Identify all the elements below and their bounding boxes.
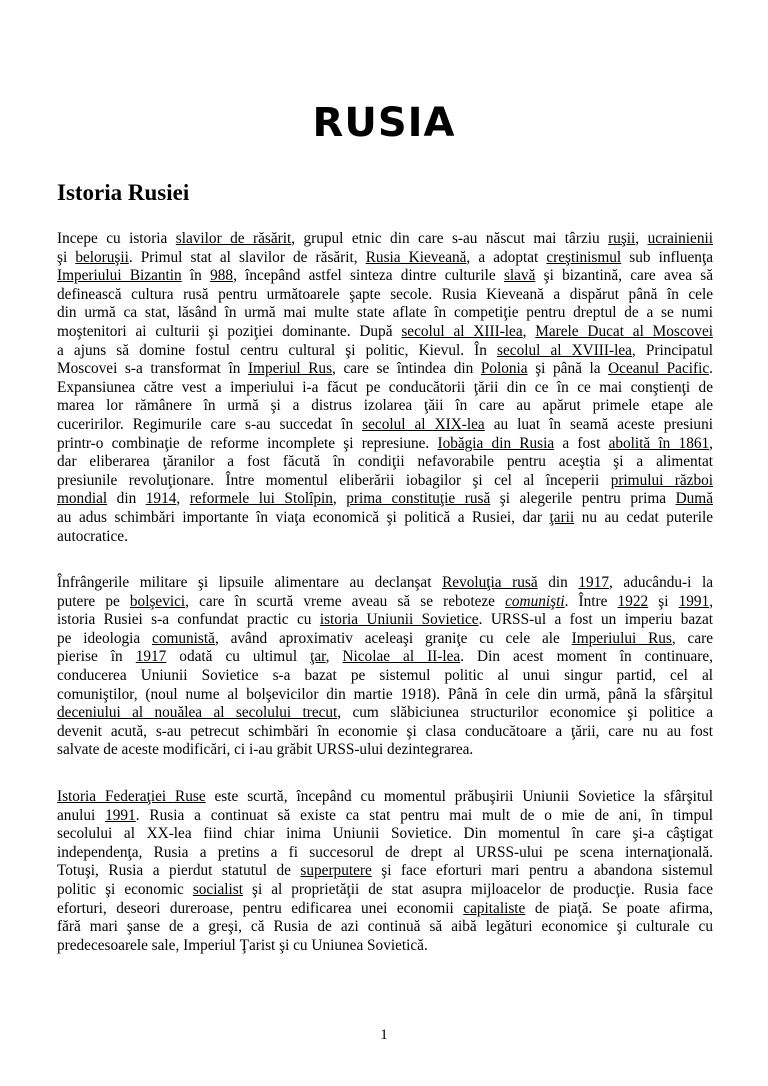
text-line: printr-o combinaţie de reforme incomplete şi represiune. Iobăgia din Rusia a fost abolită în 1861, xyxy=(57,434,713,452)
text-line: putere pe bolşevici, care în scurtă vreme aveau să se reboteze comunişti. Între 1922 şi 1991, xyxy=(57,592,714,610)
link-text[interactable]: abolită în 1861 xyxy=(608,434,710,452)
text-line: pe ideologia comunistă, având aproximativ aceleaşi graniţe cu cele ale Imperiului Rus, care xyxy=(57,629,713,647)
link-text[interactable]: Revoluţia rusă xyxy=(442,574,538,591)
text-line: secolului al XX-lea fiind chiar inima Uniunii Sovietice. Din momentul în care şi-a câştigat xyxy=(57,825,713,843)
link-text[interactable]: secolul al XIX-lea xyxy=(362,415,485,433)
text-line: comuniştilor, (noul nume al bolşevicilor din martie 1918). Până în cele din urmă, până la sfârşitul xyxy=(57,685,713,703)
link-text[interactable]: istoria Uniunii Sovietice xyxy=(319,611,479,629)
link-text[interactable]: Polonia xyxy=(480,360,528,378)
link-text[interactable]: Imperiului Bizantin xyxy=(57,267,182,285)
text-line: moştenitori ai culturii şi poziţiei dominante. După secolul al XIII-lea, Marele Ducat al Moscovei xyxy=(57,322,713,340)
link-text[interactable]: 1922 xyxy=(617,592,649,610)
link-text[interactable]: reformele lui Stolîpin xyxy=(189,490,333,508)
link-text[interactable]: prima constituţie rusă xyxy=(346,490,491,508)
text-line: a ajuns să domine fostul centru cultural şi politic, Kievul. În secolul al XVIII-lea, Principatul xyxy=(57,341,713,359)
text-line: fără mari şanse de a greşi, că Rusia de azi continuă să aibă legături economice şi culturale cu xyxy=(57,918,713,936)
link-text[interactable]: beloruşii xyxy=(75,248,129,266)
link-text[interactable]: slavilor de răsărit xyxy=(175,230,292,247)
page-title: RUSIA xyxy=(312,100,456,146)
link-text[interactable]: ruşii xyxy=(608,230,636,247)
link-text[interactable]: bolşevici xyxy=(129,592,186,610)
paragraph-1 xyxy=(57,230,713,546)
link-text[interactable]: secolul al XVIII-lea xyxy=(497,341,632,359)
text-line: pierise în 1917 odată cu ultimul ţar, Nicolae al II-lea. Din acest moment în continuare, xyxy=(57,648,713,666)
link-text[interactable]: Imperiul Rus xyxy=(247,360,333,378)
link-text[interactable]: Iobăgia din Rusia xyxy=(437,434,555,452)
link-text[interactable]: comunişti xyxy=(505,592,565,610)
text-line: independenţa, Rusia a pretins a fi succesorul de drept al URSS-ului pe scena internaţională. xyxy=(57,843,713,861)
paragraph-2 xyxy=(57,574,713,760)
link-text[interactable]: superputere xyxy=(300,862,372,880)
text-line: Moscovei s-a transformat în Imperiul Rus, care se întindea din Polonia şi până la Oceanul Pacific. xyxy=(57,360,713,378)
text-line: Istoria Federaţiei Ruse este scurtă, începând cu momentul prăbuşirii Uniunii Sovietice la sfârşitul xyxy=(57,788,713,805)
link-text[interactable]: secolul al XIII-lea xyxy=(401,322,523,340)
page-number: 1 xyxy=(380,1027,388,1043)
text-line: şi beloruşii. Primul stat al slavilor de răsărit, Rusia Kieveană, a adoptat creştinismul sub influenţa xyxy=(57,248,713,266)
text-line: Înfrângerile militare şi lipsuile alimentare au declanşat Revoluţia rusă din 1917, aducându-i la xyxy=(57,574,713,591)
text-line: istoria Rusiei s-a confundat practic cu istoria Uniunii Sovietice. URSS-ul a fost un imperiu bazat xyxy=(57,611,713,629)
link-text[interactable]: socialist xyxy=(192,880,243,898)
section-heading: Istoria Rusiei xyxy=(57,180,190,205)
link-text[interactable]: ţarii xyxy=(549,508,575,526)
link-text[interactable]: 1917 xyxy=(578,574,609,591)
link-text[interactable]: comunistă xyxy=(152,629,215,647)
text-line: din urmă ca stat, lăsând în urmă mai multe state aflate în competiţie pentru dreptul de a se numi xyxy=(57,304,713,322)
text-line: presiunile revoluţionare. Între momentul eliberării iobagilor şi cel al începerii primului război xyxy=(57,471,714,489)
link-text[interactable]: Oceanul Pacific xyxy=(608,360,710,378)
link-text[interactable]: Nicolae al II-lea xyxy=(342,648,461,666)
link-text[interactable]: deceniului al nouălea al secolului trecut xyxy=(57,704,338,722)
text-line: eforturi, deseori dureroase, pentru edificarea unei economii capitaliste de piaţă. Se poate afirma, xyxy=(57,899,713,917)
link-text[interactable]: Rusia Kieveană xyxy=(365,248,467,266)
paragraph-3 xyxy=(57,788,713,955)
text-line: autocratice. xyxy=(57,527,128,545)
text-line: politic şi economic socialist şi al proprietăţii de stat asupra mijloacelor de producţie. Rusia face xyxy=(57,880,713,898)
text-line: anului 1991. Rusia a continuat să existe ca stat pentru mai mult de o mie de ani, în timpul xyxy=(57,806,713,824)
link-text[interactable]: capitaliste xyxy=(463,899,526,917)
link-text[interactable]: 1914 xyxy=(145,490,177,508)
text-line: Imperiului Bizantin în 988, începând astfel sinteza dintre culturile slavă şi bizantină, care avea să xyxy=(57,267,714,285)
link-text[interactable]: 1991 xyxy=(678,592,710,610)
text-line: Incepe cu istoria slavilor de răsărit, grupul etnic din care s-au născut mai târziu ruşii, ucrainienii xyxy=(57,230,713,247)
text-line: marea lor rămânere în urmă şi a distrus izolarea ţăii în care au apărut primele etape ale xyxy=(57,397,713,415)
text-line: deceniului al nouălea al secolului trecut, cum slăbiciunea structurilor economice şi politice a xyxy=(57,704,713,722)
link-text[interactable]: ţar xyxy=(310,648,326,666)
link-text[interactable]: 1991 xyxy=(105,806,136,824)
text-line: devenit acută, s-au petrecut schimbări în economie şi clasa conducătoare a ţării, care nu au fost xyxy=(57,722,713,740)
link-text[interactable]: Imperiului Rus xyxy=(571,629,672,647)
link-text[interactable]: slavă xyxy=(503,267,536,285)
text-line: Totuşi, Rusia a pierdut statutul de superputere şi face eforturi mari pentru a abandona sistemul xyxy=(57,862,713,880)
text-line: salvate de aceste modificări, ci i-au grăbit URSS-ului dezintegrarea. xyxy=(57,741,474,759)
text-line: au adus schimbări importante în viaţa economică şi politică a Rusiei, dar ţarii nu au cedat puterile xyxy=(57,508,713,526)
link-text[interactable]: creştinismul xyxy=(546,248,622,266)
link-text[interactable]: 988 xyxy=(210,267,234,285)
text-line: conducerea Uniunii Sovietice s-a bazat pe sistemul politic al unui singur partid, cel al xyxy=(57,666,713,684)
link-text[interactable]: 1917 xyxy=(135,648,167,666)
text-line: predecesoarele sale, Imperiul Ţarist şi cu Uniunea Sovietică. xyxy=(57,936,428,954)
text-line: dar eliberarea ţăranilor a fost făcută în condiţii nefavorabile pentru aceştia şi a alimentat xyxy=(57,453,713,471)
link-text[interactable]: Dumă xyxy=(675,490,713,508)
link-text[interactable]: ucrainienii xyxy=(647,230,713,247)
link-text[interactable]: primului război xyxy=(610,471,714,489)
link-text[interactable]: mondial xyxy=(57,490,108,508)
text-line: mondial din 1914, reformele lui Stolîpin, prima constituţie rusă şi alegerile pentru prima Dumă xyxy=(57,490,713,508)
text-line: definească cultura rusă pentru următoarele şapte secole. Rusia Kieveană a dispărut până în cele xyxy=(57,285,713,303)
text-line: Expansiunea către vest a imperiului i-a făcut pe conducătorii ţării din ce în ce mai conştienţi de xyxy=(57,378,713,396)
text-line: cuceririlor. Regimurile care s-au succedat în secolul al XIX-lea au luat în seamă aceste presiuni xyxy=(57,415,713,433)
link-text[interactable]: Istoria Federaţiei Ruse xyxy=(57,788,206,805)
link-text[interactable]: Marele Ducat al Moscovei xyxy=(535,322,713,340)
